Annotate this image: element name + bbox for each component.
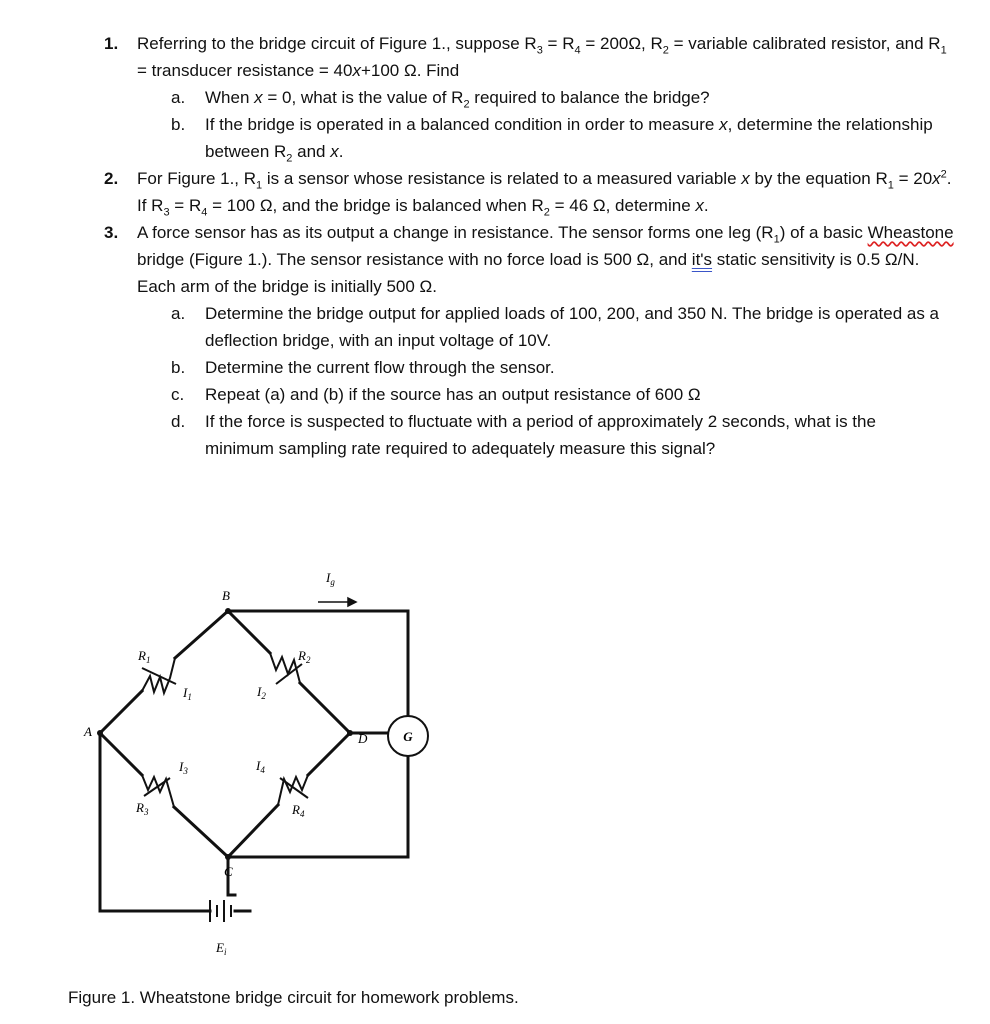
i1-label: $I_1$ (183, 685, 192, 702)
resistor-r3-zigzag (142, 775, 174, 807)
node-c-label: C (224, 864, 233, 879)
ig-arrowhead (348, 598, 356, 606)
question-number: 2. (104, 169, 119, 188)
node-c-dot (225, 854, 231, 860)
question-3c (0, 381, 945, 408)
question-3 (0, 219, 957, 300)
subquestion-letter: d. (171, 412, 186, 431)
question-text: Referring to the bridge circuit of Figure 1., suppose $R_3 = R_4 = 200\Omega$, $R_2$ = variable calibrated resistor, and $R_1$ = transducer resistance = 40x+100 Ω. Find (137, 34, 947, 80)
subquestion-letter: b. (171, 358, 186, 377)
subquestion-text: Repeat (a) and (b) if the source has an output resistance of 600 Ω (205, 385, 701, 404)
subquestion-text: If the bridge is operated in a balanced condition in order to measure x, determine the relationship between $R_2$ and x. (205, 115, 933, 165)
r4-label: $R_4$ (292, 802, 305, 819)
r2-label: $R_2$ (298, 648, 311, 665)
figure-caption: Figure 1. Wheatstone bridge circuit for homework problems. (68, 988, 519, 1007)
r3-label: $R_3$ (136, 800, 149, 817)
r1-label: $R_1$ (138, 648, 151, 665)
i3-label: $I_3$ (179, 759, 188, 776)
subquestion-text: When x = 0, what is the value of $R_2$ required to balance the bridge? (205, 88, 710, 111)
question-1a (0, 84, 945, 111)
question-1 (0, 30, 957, 84)
grammar-underlined-word: it's (691, 250, 713, 269)
question-number: 1. (104, 34, 119, 53)
bridge-circuit-diagram (80, 560, 440, 960)
node-b-dot (225, 608, 231, 614)
question-3d (0, 408, 945, 462)
arm-r3-c-lower (174, 807, 228, 857)
subquestion-text: Determine the bridge output for applied loads of 100, 200, and 350 N. The bridge is operated as a deflection bridge, with an input voltage of 10V. (205, 304, 940, 350)
subquestion-text: Determine the current flow through the sensor. (205, 358, 555, 377)
ig-label: $I_g$ (326, 570, 335, 587)
arm-a-r3-upper (100, 733, 142, 775)
subquestion-letter: c. (171, 385, 185, 404)
node-b-label: B (222, 588, 230, 603)
arm-r4-c-lower (228, 805, 278, 857)
problem-document (0, 30, 990, 462)
question-1b (0, 111, 945, 165)
spellcheck-underlined-word: Wheastone (867, 223, 954, 242)
subquestion-letter: a. (171, 88, 186, 107)
i2-label: $I_2$ (257, 684, 266, 701)
node-a-label: A (84, 724, 92, 739)
r3-adjust-arrow (144, 778, 170, 796)
node-d-dot (347, 730, 353, 736)
arm-b-r2-upper (228, 611, 270, 653)
wheatstone-bridge-figure (80, 560, 440, 960)
i4-label: $I_4$ (256, 758, 265, 775)
question-2 (0, 165, 957, 219)
galvanometer-label: G (403, 729, 413, 744)
subquestion-text: If the force is suspected to fluctuate with a period of approximately 2 seconds, what is the minimum sampling rate required to adequately measure this signal? (205, 412, 876, 458)
arm-a-r1-lower (100, 691, 142, 733)
node-d-label: D (358, 731, 368, 746)
question-3b (0, 354, 945, 381)
question-3a (0, 300, 945, 354)
ei-label: $E_i$ (216, 940, 227, 957)
subquestion-letter: b. (171, 115, 186, 134)
question-number: 3. (104, 223, 119, 242)
subquestion-letter: a. (171, 304, 186, 323)
arm-r2-d-lower (300, 683, 350, 733)
node-a-dot (97, 730, 103, 736)
question-text: A force sensor has as its output a change in resistance. The sensor forms one leg $(R_1)$ of a basic Wheastone bridge (Figure 1.). The sensor resistance with no force load is 500 Ω, and it's static sensitivity is 0.5 Ω/N. Each arm of the bridge is initially 500 Ω. (137, 223, 954, 296)
question-text: For Figure 1., $R_1$ is a sensor whose resistance is related to a measured variable x by the equation $R_1 = 20x^2$. If $R_3 = R_4 = 100$ Ω, and the bridge is balanced when $R_2 = 46$ Ω, determine x. (137, 168, 952, 219)
arm-r1-b-upper (175, 611, 228, 658)
arm-d-r4-upper (308, 733, 350, 775)
